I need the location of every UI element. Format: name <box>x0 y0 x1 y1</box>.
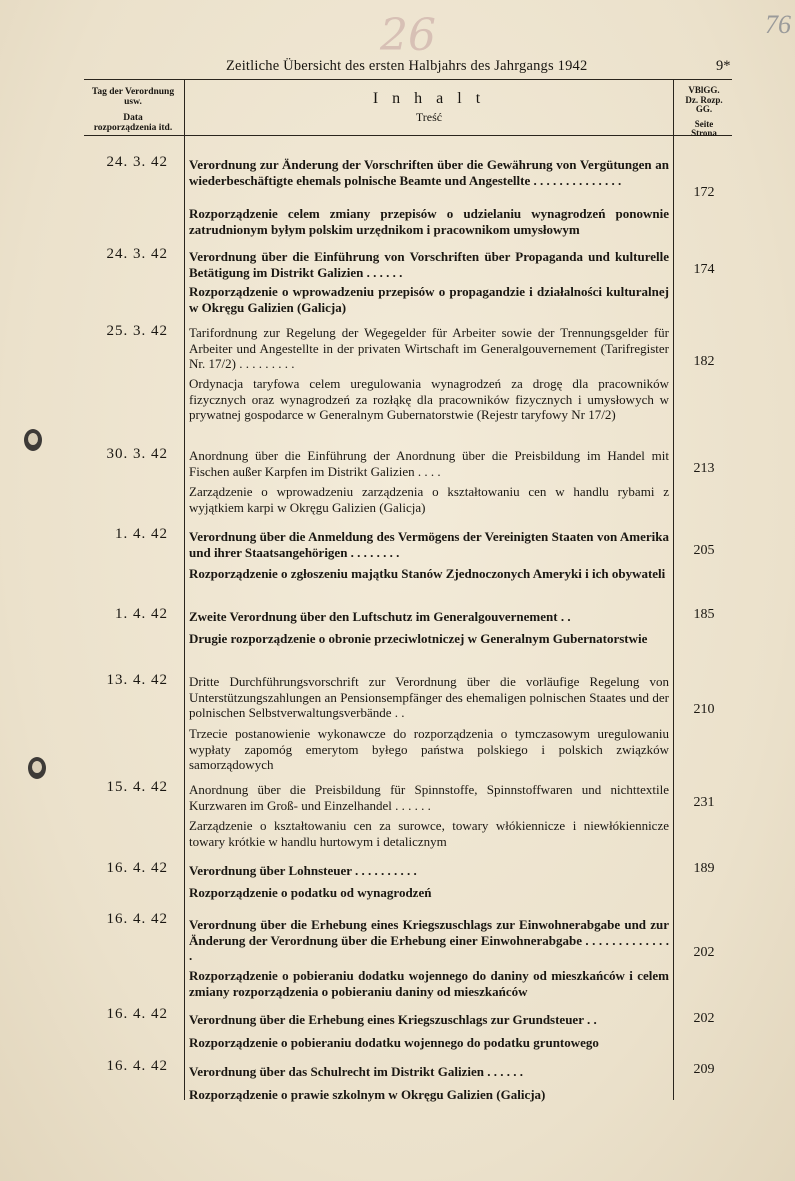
entry-page: 182 <box>693 354 715 369</box>
column-header-date-pl: Data <box>123 113 143 123</box>
entry-title-pl: Drugie rozporządzenie o obronie przeciwlotniczej w Generalnym Gubernatorstwie <box>189 631 648 646</box>
column-header-date-pl-itd: rozporządzenia itd. <box>93 123 173 133</box>
entry-page: 209 <box>693 1062 715 1077</box>
entry-title-de: Anordnung über die Einführung der Anordnung über die Preisbildung im Handel mit Fischen außer Karpfen im Distrikt Galizien . . . . <box>189 448 669 479</box>
column-header-content-pl: Treść <box>415 110 443 124</box>
page-number: 9* <box>716 58 731 74</box>
column-header-ref-vblgg: VBlGG. <box>688 85 720 95</box>
entry-title-pl: Zarządzenie o wprowadzeniu zarządzenia o kształtowaniu cen w handlu rybami z wyjątkiem karpi w Okręgu Galizien (Galicja) <box>189 484 669 515</box>
entry-date: 30. 3. 42 <box>106 446 168 462</box>
entry-title-pl: Rozporządzenie celem zmiany przepisów o udzielaniu wynagrodzeń ponownie zatrudnionym byłym polskim urzędnikom i pracownikom umysłowym <box>189 206 669 237</box>
entry-date: 24. 3. 42 <box>106 154 168 170</box>
entry-title-pl: Rozporządzenie o podatku od wynagrodzeń <box>189 885 432 900</box>
header-rule-bottom <box>84 135 732 136</box>
entry-title-pl: Rozporządzenie o pobieraniu dodatku wojennego do daniny od mieszkańców i celem zmiany rozporządzenia o pobieraniu daniny od mieszkańców <box>189 968 669 999</box>
entry-title-de: Verordnung über Lohnsteuer . . . . . . . . . . <box>189 863 417 878</box>
entry-page: 210 <box>693 702 715 717</box>
entry-title-pl: Zarządzenie o kształtowaniu cen za surowce, towary włókiennicze i niewłókiennicze towary krótkie w handlu hurtowym i detalicznym <box>189 818 669 849</box>
entry-title-pl: Rozporządzenie o prawie szkolnym w Okręgu Galizien (Galicja) <box>189 1087 546 1102</box>
entry-date: 16. 4. 42 <box>106 911 168 927</box>
entry-title-pl: Rozporządzenie o wprowadzeniu przepisów o propagandzie i działalności kulturalnej w Okręgu Galizien (Galicja) <box>189 284 669 315</box>
column-divider-left <box>184 80 185 1100</box>
entry-page: 213 <box>693 461 715 476</box>
handwritten-page-stamp: 26 <box>380 10 436 61</box>
entry-title-de: Tarifordnung zur Regelung der Wegegelder für Arbeiter sowie der Trennungsgelder für Arbeiter und Angestellte in der privaten Wirtschaft im Generalgouvernement (Tarifregister Nr. 17/2) . . . . . . . . . <box>189 325 669 371</box>
entry-title-de: Verordnung über die Erhebung eines Kriegszuschlags zur Grundsteuer . . <box>189 1012 597 1027</box>
entry-title-pl: Rozporządzenie o pobieraniu dodatku wojennego do podatku gruntowego <box>189 1035 599 1050</box>
entry-page: 202 <box>693 945 715 960</box>
entry-date: 1. 4. 42 <box>115 606 168 622</box>
column-header-ref-dzrozp: Dz. Rozp. <box>685 94 723 105</box>
entry-date: 1. 4. 42 <box>115 526 168 542</box>
entry-title-pl: Ordynacja taryfowa celem uregulowania wynagrodzeń za drogę dla pracowników fizycznych oraz wynagrodzeń za rozłąkę dla pracowników fizycznych i umysłowych w prywatnej gospodarce w Generalnym Gubernatorstwie (Rejestr taryfowy Nr 17/2) <box>189 376 669 422</box>
entry-title-de: Verordnung über die Einführung von Vorschriften über Propaganda und kulturelle Betätigung im Distrikt Galizien . . . . . . <box>189 249 669 280</box>
entry-date: 13. 4. 42 <box>106 672 168 688</box>
column-header-ref-strona: Strona <box>691 128 717 138</box>
entry-page: 174 <box>693 262 715 277</box>
column-header-page <box>676 86 732 139</box>
column-header-date-de-usw: usw. <box>124 97 142 107</box>
entry-page: 189 <box>693 861 715 876</box>
entry-page: 205 <box>693 543 715 558</box>
column-header-ref-seite: Seite <box>694 118 714 129</box>
entry-date: 16. 4. 42 <box>106 1006 168 1022</box>
entry-title-pl: Trzecie postanowienie wykonawcze do rozporządzenia o tymczasowym uregulowaniu wypłaty zapomóg emerytom byłego państwa polskiego i polskich związków samorządowych <box>189 726 669 772</box>
column-header-date-de: Tag der Verordnung <box>91 87 175 97</box>
entry-page: 231 <box>693 795 715 810</box>
corner-pencil-mark: 76 <box>765 10 791 39</box>
column-header-content-de: I n h a l t <box>372 90 486 107</box>
binder-hole-icon <box>24 429 42 451</box>
entry-date: 15. 4. 42 <box>106 779 168 795</box>
entry-title-de: Anordnung über die Preisbildung für Spinnstoffe, Spinnstoffwaren und nichttextile Kurzwaren im Groß- und Einzelhandel . . . . . . <box>189 782 669 813</box>
column-divider-right <box>673 80 674 1100</box>
entry-title-de: Verordnung zur Änderung der Vorschriften über die Gewährung von Vergütungen an wiederbeschäftigte ehemals polnische Beamte und Angestellte . . . . . . . . . . . . . . <box>189 157 669 188</box>
entry-title-pl: Rozporządzenie o zgłoszeniu majątku Stanów Zjednoczonych Ameryki i ich obywateli <box>189 566 666 581</box>
entry-title-de: Zweite Verordnung über den Luftschutz im Generalgouvernement . . <box>189 609 571 624</box>
entry-title-de: Verordnung über das Schulrecht im Distrikt Galizien . . . . . . <box>189 1064 523 1079</box>
column-header-ref-gg: GG. <box>695 104 713 114</box>
header-rule-top <box>84 79 732 80</box>
entry-page: 202 <box>693 1011 715 1026</box>
entry-date: 24. 3. 42 <box>106 246 168 262</box>
running-title: Zeitliche Übersicht des ersten Halbjahrs des Jahrgangs 1942 <box>226 58 588 74</box>
entry-title-de: Dritte Durchführungsvorschrift zur Verordnung über die vorläufige Regelung von Unterstützungszahlungen an Pensionsempfänger des ehemaligen polnischen Staates und der polnischen Selbstverwaltungsverbände . . <box>189 674 669 720</box>
column-header-date <box>84 87 182 133</box>
entry-date: 25. 3. 42 <box>106 323 168 339</box>
entry-date: 16. 4. 42 <box>106 1058 168 1074</box>
column-header-content <box>185 90 673 125</box>
entry-page: 172 <box>693 185 715 200</box>
entry-page: 185 <box>693 607 715 622</box>
entry-title-de: Verordnung über die Anmeldung des Vermögens der Vereinigten Staaten von Amerika und ihrer Staatsangehörigen . . . . . . . . <box>189 529 669 560</box>
binder-hole-icon <box>28 757 46 779</box>
entry-title-de: Verordnung über die Erhebung eines Kriegszuschlags zur Einwohnerabgabe und zur Änderung der Verordnung über die Erhebung einer Einwohnerabgabe . . . . . . . . . . . . . . <box>189 917 669 963</box>
entry-date: 16. 4. 42 <box>106 860 168 876</box>
